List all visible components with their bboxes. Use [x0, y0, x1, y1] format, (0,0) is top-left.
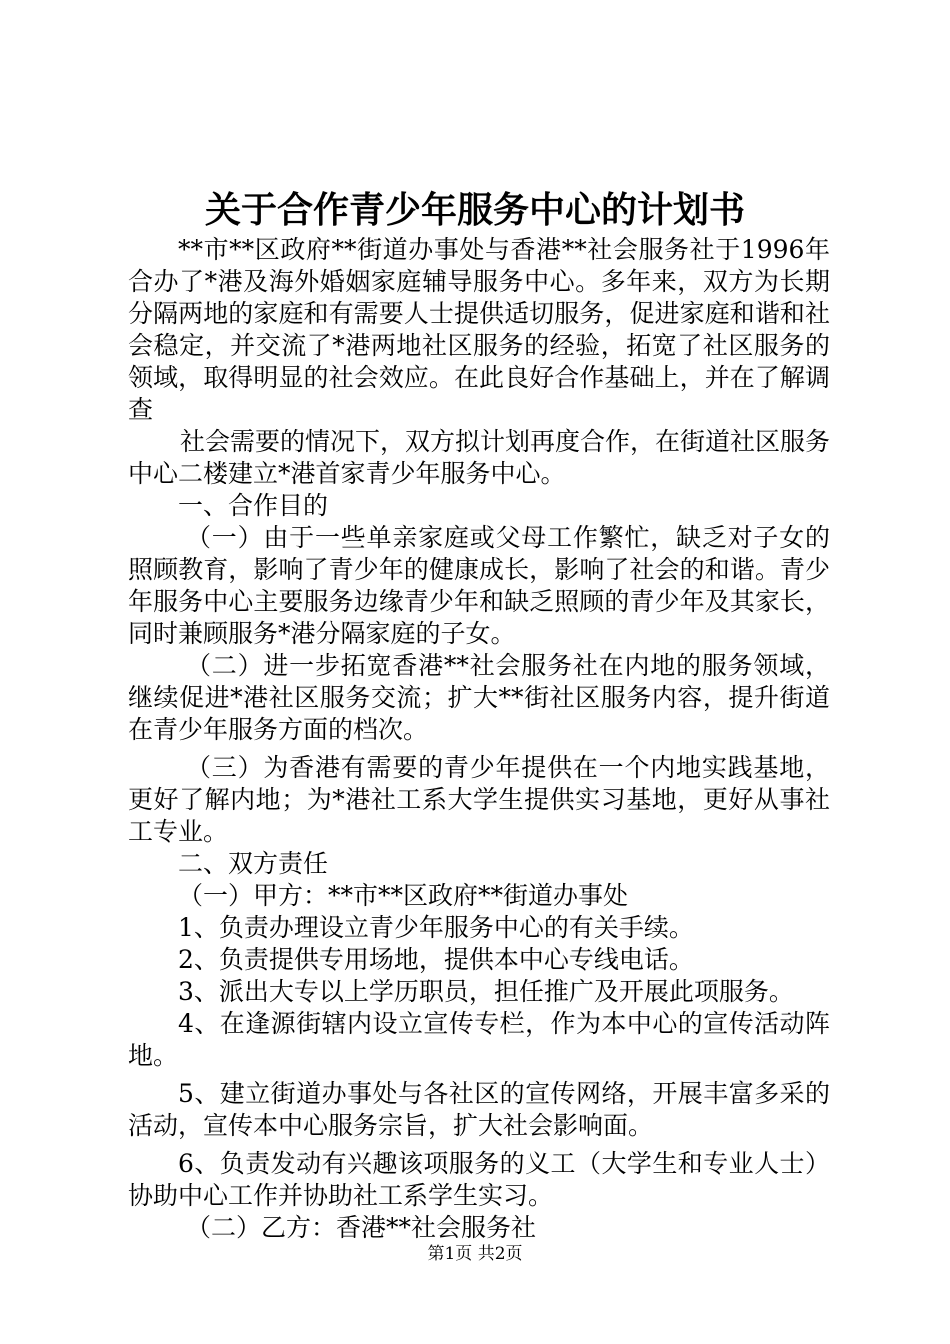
- party-a-duty-6: 6、负责发动有兴趣该项服务的义工（大学生和专业人士）协助中心工作并协助社工系学生实习。: [128, 1149, 830, 1210]
- section-heading-responsibilities: 二、双方责任: [178, 849, 329, 878]
- purpose-item-3: （三）为香港有需要的青少年提供在一个内地实践基地，更好了解内地；为*港社工系大学生提供实习基地，更好从事社工专业。: [128, 753, 830, 846]
- document-title: 关于合作青少年服务中心的计划书: [204, 189, 745, 231]
- purpose-item-2: （二）进一步拓宽香港**社会服务社在内地的服务领域，继续促进*港社区服务交流；扩大**街社区服务内容，提升街道在青少年服务方面的档次。: [128, 651, 830, 744]
- party-a-duty-3: 3、派出大专以上学历职员，担任推广及开展此项服务。: [178, 977, 794, 1006]
- party-a-duty-4: 4、在逢源街辖内设立宣传专栏，作为本中心的宣传活动阵地。: [128, 1009, 830, 1070]
- paragraph-intro-continued: 社会需要的情况下，双方拟计划再度合作，在街道社区服务中心二楼建立*港首家青少年服务中心。: [128, 427, 831, 488]
- party-a-duty-1: 1、负责办理设立青少年服务中心的有关手续。: [178, 913, 694, 942]
- purpose-item-1: （一）由于一些单亲家庭或父母工作繁忙，缺乏对子女的照顾教育，影响了青少年的健康成长，影响了社会的和谐。青少年服务中心主要服务边缘青少年和缺乏照顾的青少年及其家长，同时兼顾服务*港分隔家庭的子女。: [128, 523, 830, 648]
- party-a-duty-5: 5、建立街道办事处与各社区的宣传网络，开展丰富多采的活动，宣传本中心服务宗旨，扩大社会影响面。: [128, 1079, 830, 1140]
- party-a-duty-2: 2、负责提供专用场地，提供本中心专线电话。: [178, 945, 694, 974]
- section-heading-purpose: 一、合作目的: [178, 491, 329, 520]
- page-number-footer: 第1页 共2页: [427, 1244, 523, 1264]
- party-b-heading: （二）乙方：香港**社会服务社: [186, 1213, 537, 1242]
- party-a-heading: （一）甲方：**市**区政府**街道办事处: [178, 881, 629, 910]
- paragraph-intro: **市**区政府**街道办事处与香港**社会服务社于1996年合办了*港及海外婚姻家庭辅导服务中心。多年来，双方为长期分隔两地的家庭和有需要人士提供适切服务，促进家庭和谐和社会稳定，并交流了*港两地社区服务的经验，拓宽了社区服务的领域，取得明显的社会效应。在此良好合作基础上，并在了解调查: [128, 235, 830, 424]
- document-body: [128, 234, 830, 1244]
